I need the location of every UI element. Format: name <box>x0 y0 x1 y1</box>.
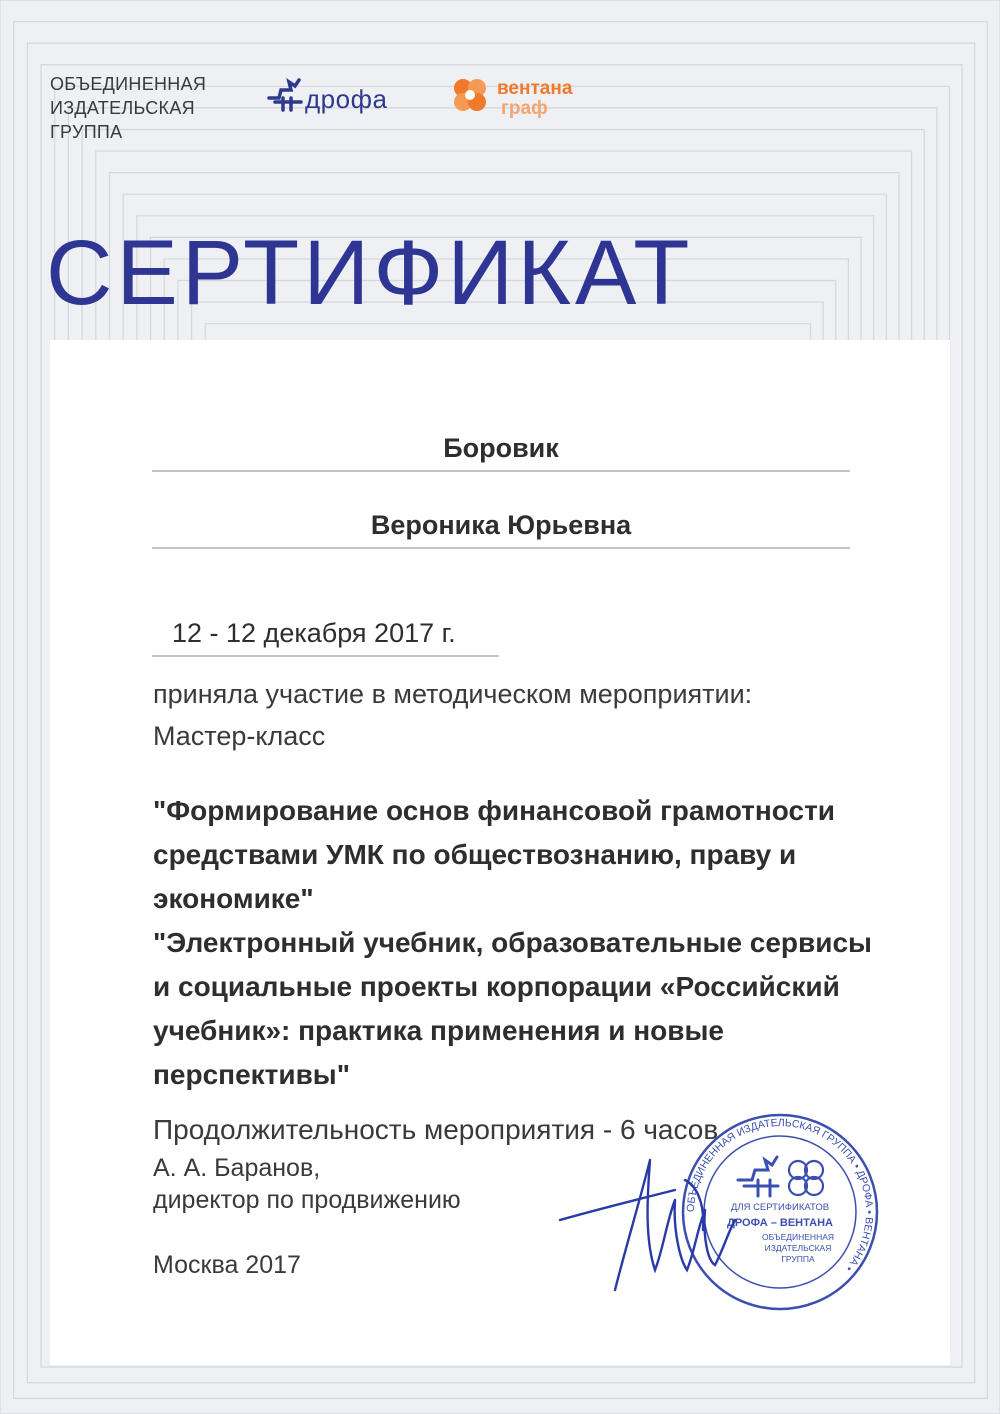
date-underline <box>152 655 499 657</box>
stamp-center-title: ДРОФА – ВЕНТАНА <box>727 1217 833 1229</box>
recipient-surname: Боровик <box>443 433 559 463</box>
name-underline <box>152 547 850 549</box>
ventana-logo-top: вентана <box>497 78 573 99</box>
ventana-flower-icon <box>450 75 490 115</box>
event-title-1: "Формирование основ финансовой грамотности средствами УМК по обществознанию, праву и экономике" <box>153 795 836 914</box>
surname-underline <box>152 470 850 472</box>
place-year: Москва 2017 <box>153 1251 301 1279</box>
ventana-logo-text <box>497 79 572 119</box>
signer-name: А. А. Баранов, <box>153 1154 321 1182</box>
stamp-inner-text: ДЛЯ СЕРТИФИКАТОВ <box>730 1202 830 1213</box>
event-titles <box>153 789 873 1097</box>
signer-position: директор по продвижению <box>153 1186 461 1214</box>
stamp-center-sub-3: ГРУППА <box>781 1254 815 1264</box>
stamp-center-sub-1: ОБЪЕДИНЕННАЯ <box>761 1232 835 1242</box>
stamp-outer-text: ОБЪЕДИНЕННАЯ ИЗДАТЕЛЬСКАЯ ГРУППА • ДРОФА • ВЕНТАНА • <box>684 1116 876 1274</box>
event-date: 12 - 12 декабря 2017 г. <box>172 618 456 648</box>
recipient-name: Вероника Юрьевна <box>370 510 632 540</box>
group-name-line-1: ОБЪЕДИНЕННАЯ <box>50 74 207 94</box>
ventana-logo-bottom: граф <box>501 98 548 119</box>
stamp-center-sub-2: ИЗДАТЕЛЬСКАЯ <box>764 1243 832 1253</box>
participation-text: приняла участие в методическом мероприятии: <box>153 679 753 709</box>
group-name-line-2: ИЗДАТЕЛЬСКАЯ <box>50 98 195 118</box>
event-duration: Продолжительность мероприятия - 6 часов <box>153 1114 719 1145</box>
group-name <box>50 72 250 144</box>
director-signature <box>555 1140 765 1310</box>
stamp-flower-icon <box>789 1161 823 1195</box>
certificate-title: СЕРТИФИКАТ <box>46 222 694 324</box>
group-name-line-3: ГРУППА <box>50 122 123 142</box>
event-type: Мастер-класс <box>153 721 326 751</box>
event-title-2: "Электронный учебник, образовательные сервисы и социальные проекты корпорации «Российский учебник»: практика применения и новые перспективы" <box>153 927 872 1090</box>
drofa-logo-text: дрофа <box>305 84 388 114</box>
